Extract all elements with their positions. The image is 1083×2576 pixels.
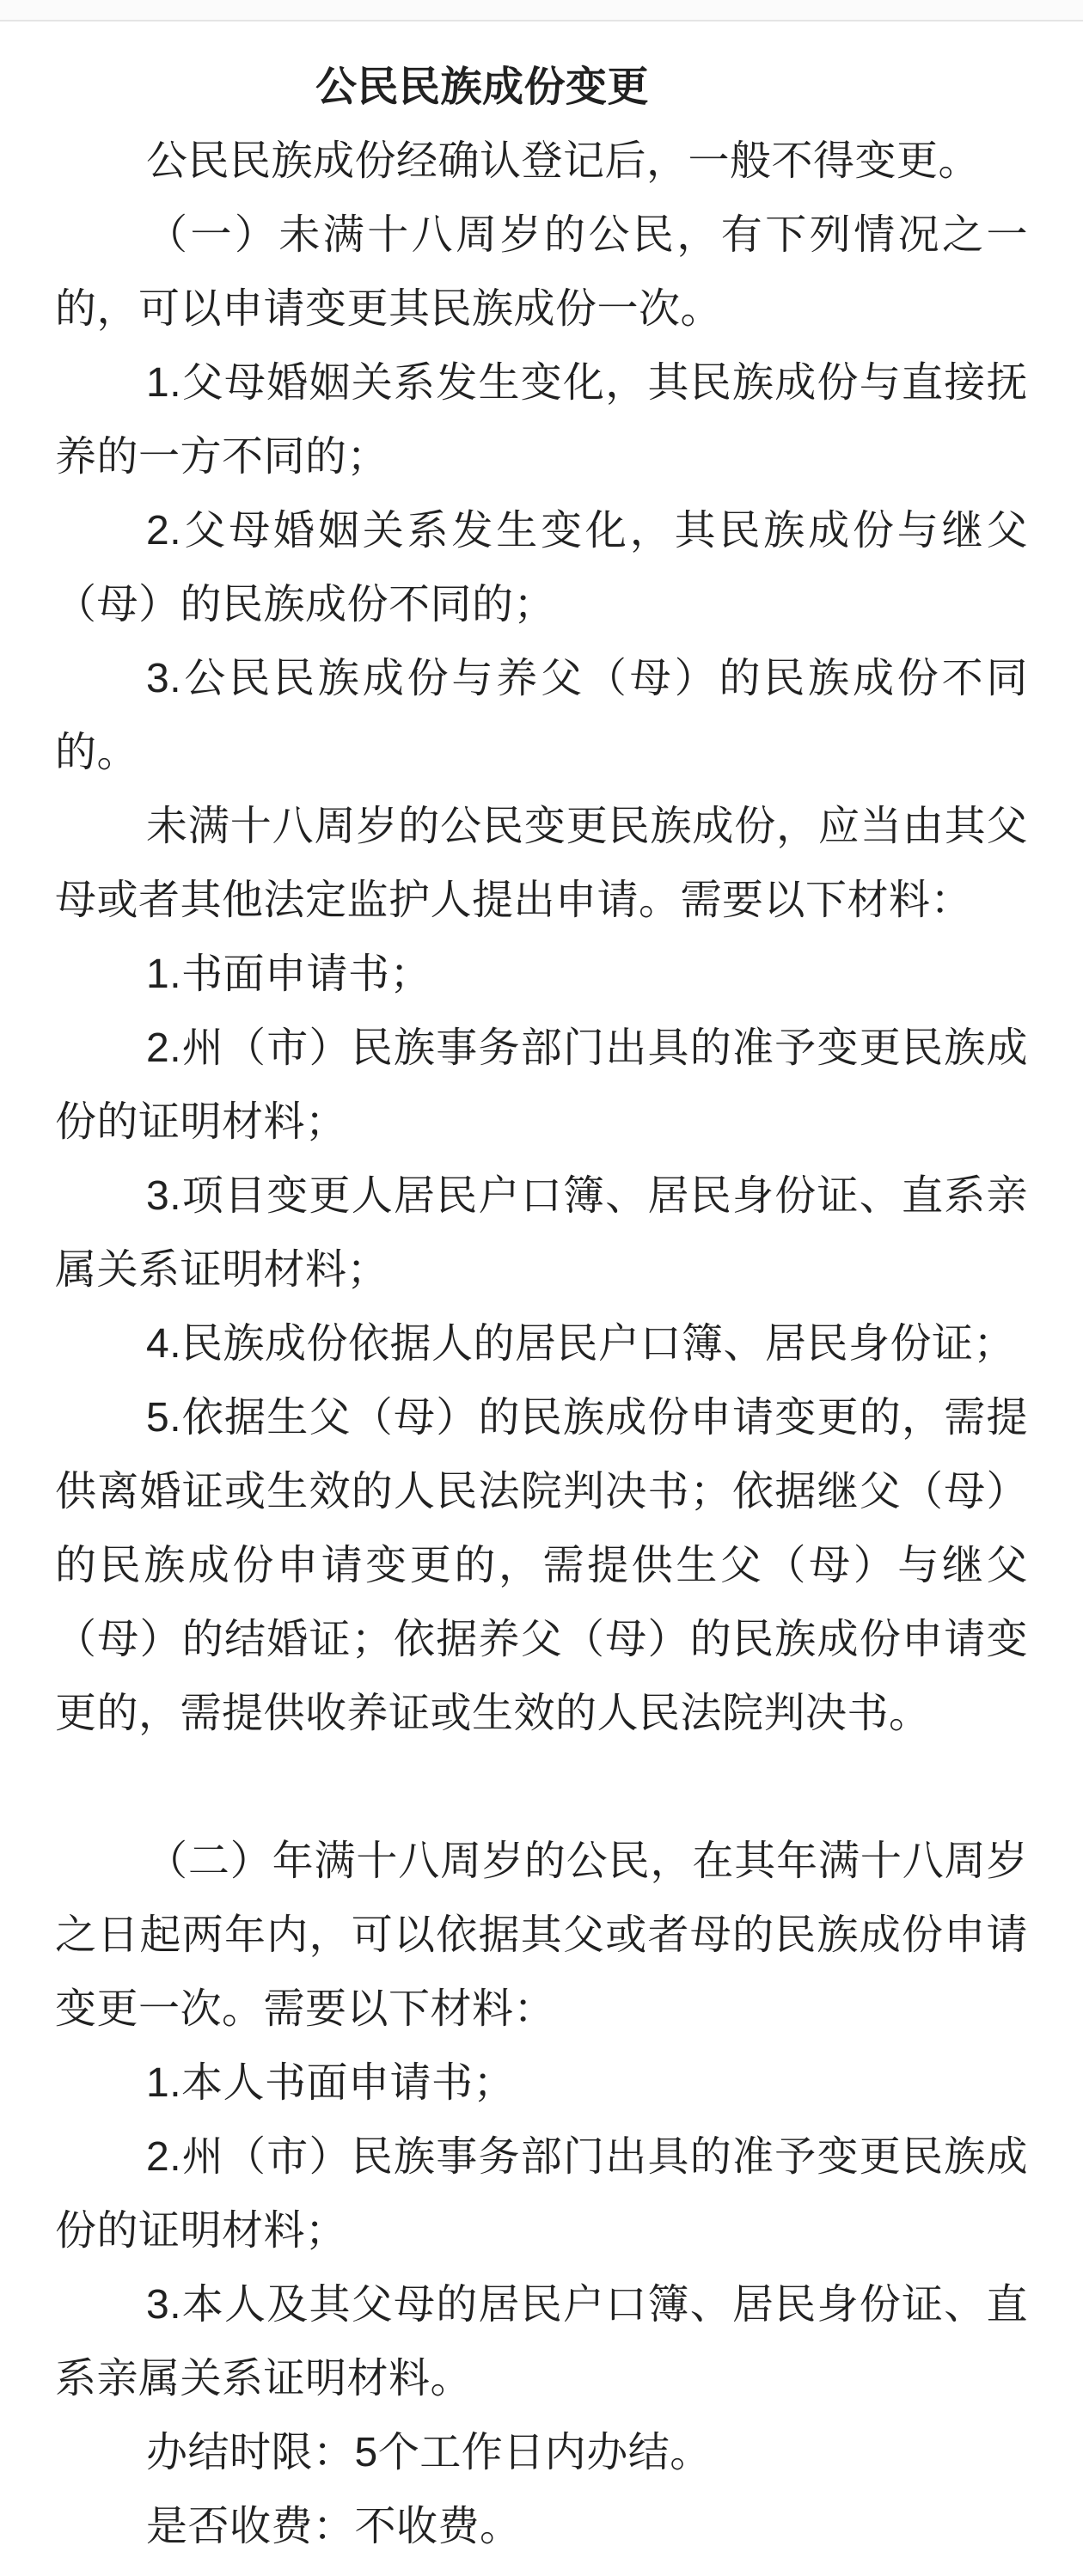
doc-paragraph: 3.公民民族成份与养父（母）的民族成份不同的。 (55, 656, 1028, 775)
doc-paragraph: 1.本人书面申请书； (146, 2060, 516, 2106)
doc-paragraph: （二）年满十八周岁的公民，在其年满十八周岁之日起两年内，可以依据其父或者母的民族成份申请变更一次。需要以下材料： (55, 1839, 1028, 2032)
doc-paragraph: 4.民族成份依据人的居民户口簿、居民身份证； (146, 1321, 1016, 1367)
doc-paragraph: 办结时限：5个工作日内办结。 (146, 2430, 712, 2475)
doc-paragraph: 2.父母婚姻关系发生变化，其民族成份与继父（母）的民族成份不同的； (55, 508, 1028, 627)
doc-paragraph: 5.依据生父（母）的民族成份申请变更的，需提供离婚证或生效的人民法院判决书；依据继父（母）的民族成份申请变更的，需提供生父（母）与继父（母）的结婚证；依据养父（母）的民族成份申请变更的，需提供收养证或生效的人民法院判决书。 (55, 1395, 1028, 1736)
doc-paragraph: （一）未满十八周岁的公民，有下列情况之一的，可以申请变更其民族成份一次。 (55, 212, 1028, 332)
document-body (0, 21, 1083, 2576)
doc-paragraph: 是否收费：不收费。 (146, 2504, 522, 2549)
top-divider (0, 0, 1083, 21)
doc-paragraph: 3.项目变更人居民户口簿、居民身份证、直系亲属关系证明材料； (55, 1173, 1028, 1293)
doc-paragraph: 2.州（市）民族事务部门出具的准予变更民族成份的证明材料； (55, 2134, 1028, 2254)
doc-paragraph: 未满十八周岁的公民变更民族成份，应当由其父母或者其他法定监护人提出申请。需要以下材料： (55, 804, 1028, 923)
doc-paragraph: 1.父母婚姻关系发生变化，其民族成份与直接抚养的一方不同的； (55, 360, 1028, 480)
doc-paragraph: 2.州（市）民族事务部门出具的准予变更民族成份的证明材料； (55, 1025, 1028, 1145)
page-title: 公民民族成份变更 (315, 64, 650, 110)
doc-paragraph: 公民民族成份经确认登记后，一般不得变更。 (146, 138, 981, 184)
doc-paragraph: 1.书面申请书； (146, 951, 432, 997)
doc-paragraph: 3.本人及其父母的居民户口簿、居民身份证、直系亲属关系证明材料。 (55, 2282, 1028, 2402)
